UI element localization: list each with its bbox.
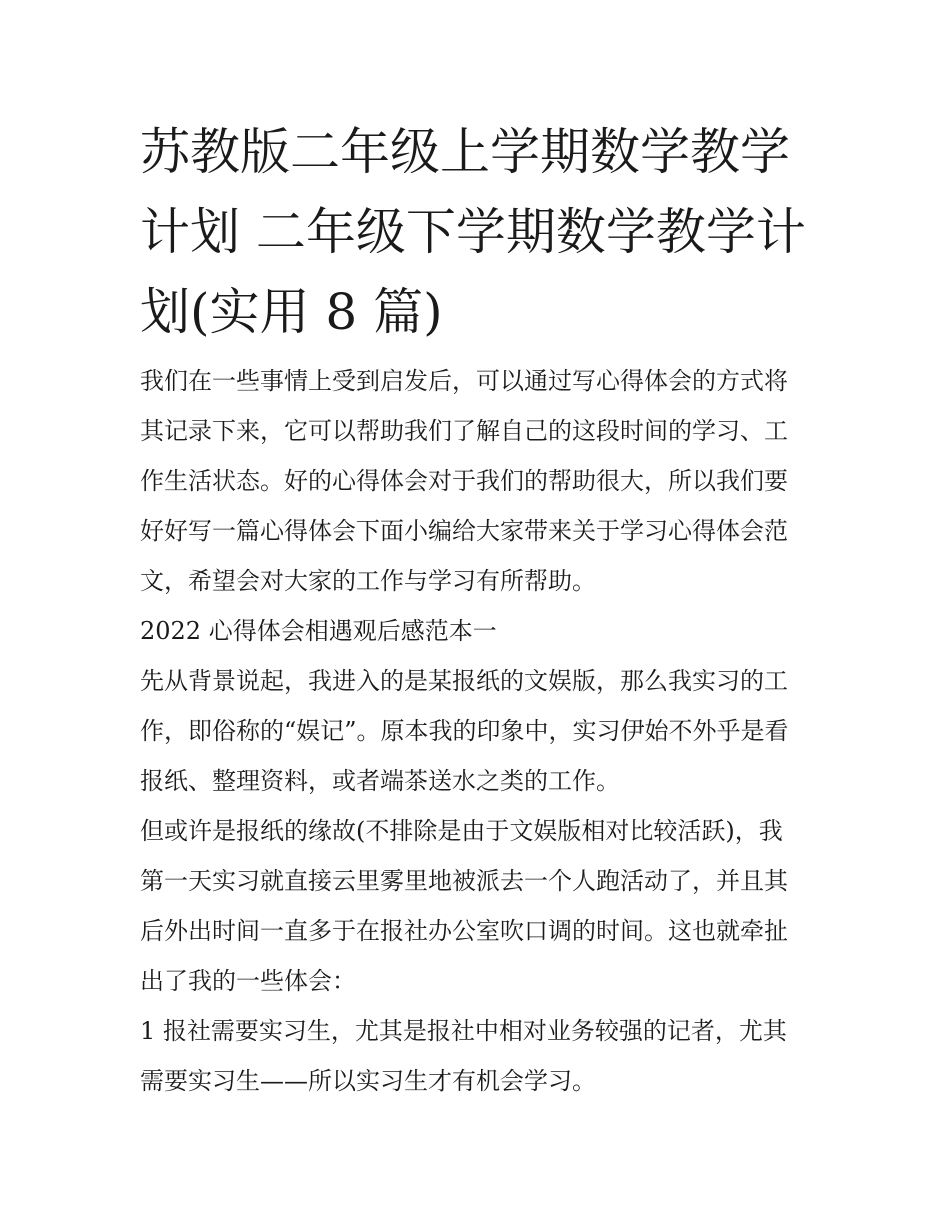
text-line: 好好写一篇心得体会下面小编给大家带来关于学习心得体会范 (140, 517, 788, 545)
text-line: 但或许是报纸的缘故(不排除是由于文娱版相对比较活跃)，我 (140, 817, 783, 845)
paragraph-background (140, 656, 820, 806)
paragraph-experience (140, 806, 820, 1006)
title-line: 苏教版二年级上学期数学教学 (140, 123, 790, 181)
section-heading (140, 606, 820, 656)
text-line: 文，希望会对大家的工作与学习有所帮助。 (140, 567, 596, 595)
text-line: 报纸、整理资料，或者端茶送水之类的工作。 (140, 767, 620, 795)
text-line: 作生活状态。好的心得体会对于我们的帮助很大，所以我们要 (140, 467, 788, 495)
title-line: 划(实用 8 篇) (140, 283, 443, 341)
title-line: 计划 二年级下学期数学教学计 (140, 203, 806, 261)
text-line: 先从背景说起，我进入的是某报纸的文娱版，那么我实习的工 (140, 667, 788, 695)
text-line: 其记录下来，它可以帮助我们了解自己的这段时间的学习、工 (140, 417, 788, 445)
text-line: 后外出时间一直多于在报社办公室吹口调的时间。这也就牵扯 (140, 917, 788, 945)
text-line: 出了我的一些体会： (140, 967, 356, 995)
text-line: 第一天实习就直接云里雾里地被派去一个人跑活动了，并且其 (140, 867, 788, 895)
text-line: 2022 心得体会相遇观后感范本一 (140, 617, 497, 645)
text-line: 我们在一些事情上受到启发后，可以通过写心得体会的方式将 (140, 367, 788, 395)
paragraph-point-1 (140, 1006, 820, 1106)
document-body (140, 356, 820, 1106)
text-line: 需要实习生——所以实习生才有机会学习。 (140, 1067, 596, 1095)
text-line: 1 报社需要实习生，尤其是报社中相对业务较强的记者，尤其 (140, 1017, 787, 1045)
document-title (140, 112, 820, 352)
paragraph-intro (140, 356, 820, 606)
text-line: 作，即俗称的“娱记”。原本我的印象中，实习伊始不外乎是看 (140, 717, 789, 745)
